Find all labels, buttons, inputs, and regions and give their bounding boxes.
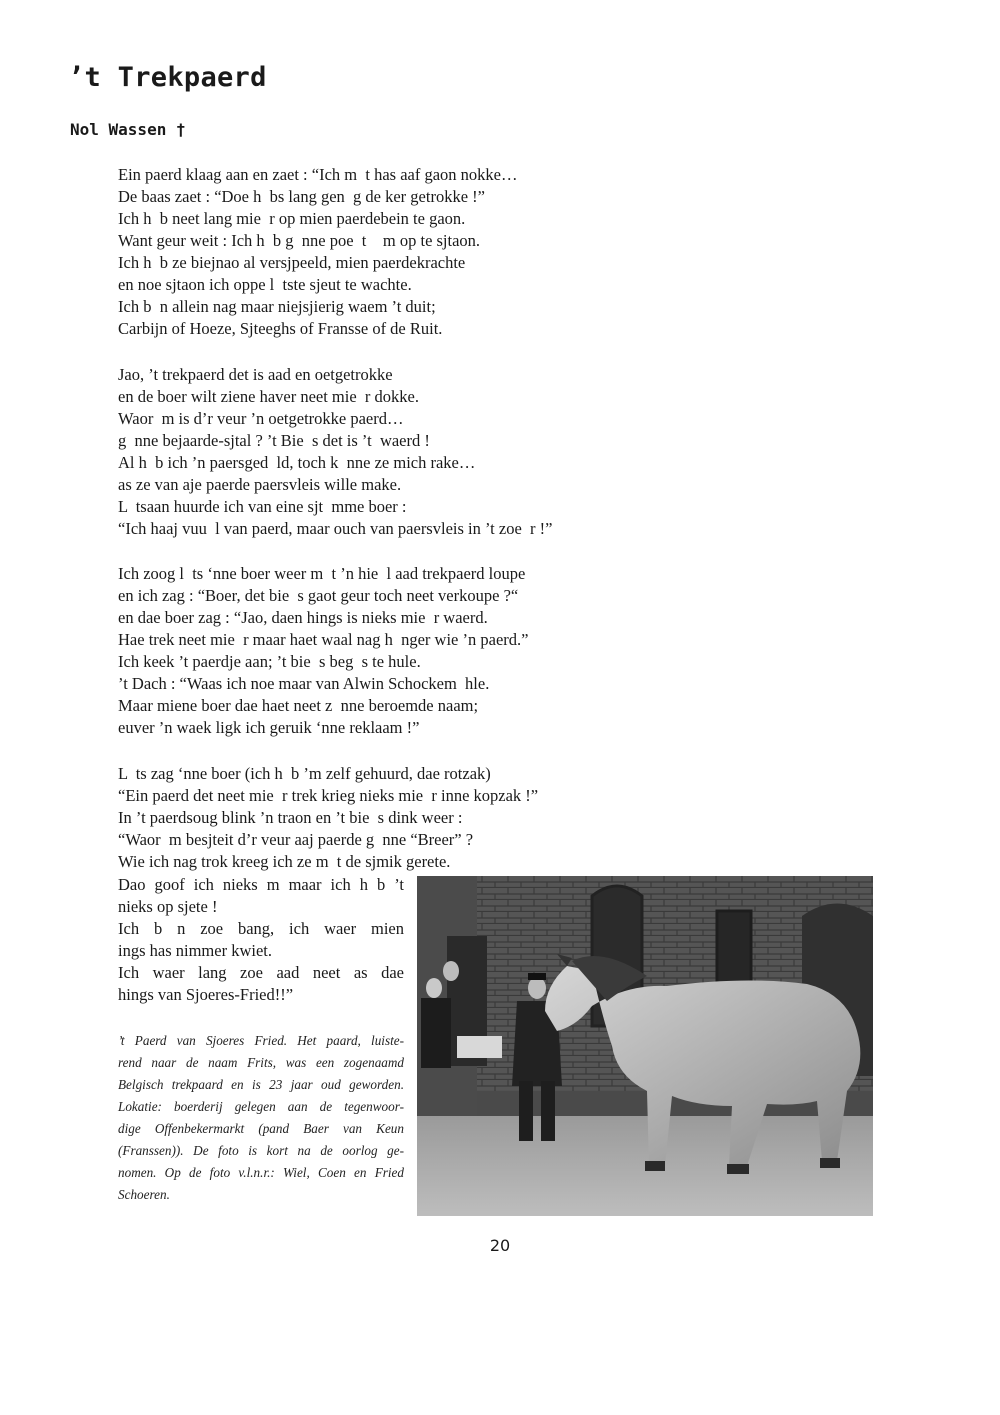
- caption-line: ’t Paerd van Sjoeres Fried. Het paard, luiste-: [118, 1033, 404, 1048]
- poem-line: g nne bejaarde-sjtal ? ’t Bie s det is ’t waerd !: [118, 431, 430, 450]
- poem-stanza-4-wrapped: [118, 874, 404, 1006]
- poem-stanza-1: [118, 164, 518, 340]
- page-number: 20: [489, 1236, 511, 1255]
- poem-line: Ich keek ’t paerdje aan; ’t bie s beg s te hule.: [118, 652, 421, 671]
- poem-line: nieks op sjete !: [118, 897, 218, 916]
- poem-line: ’t Dach : “Waas ich noe maar van Alwin Schockem hle.: [118, 674, 490, 693]
- poem-line: Want geur weit : Ich h b g nne poe t m op te sjtaon.: [118, 231, 481, 250]
- caption-line: Lokatie: boerderij gelegen aan de tegenwoor-: [118, 1099, 404, 1114]
- poem-line: De baas zaet : “Doe h bs lang gen g de ker getrokke !”: [118, 187, 485, 206]
- caption-line: Belgisch trekpaard en is 23 jaar oud geworden.: [118, 1077, 404, 1092]
- poem-stanza-3: [118, 563, 528, 739]
- poem-line: “Waor m besjteit d’r veur aaj paerde g nne “Breer” ?: [118, 830, 474, 849]
- caption-line: dige Offenbekermarkt (pand Baer van Keun: [118, 1121, 404, 1136]
- poem-line: Ich b n allein nag maar niejsjierig waem ’t duit;: [118, 297, 436, 316]
- poem-line: Ein paerd klaag aan en zaet : “Ich m t has aaf gaon nokke…: [118, 165, 518, 184]
- poem-line: “Ich haaj vuu l van paerd, maar ouch van paersvleis in ’t zoe r !”: [118, 519, 553, 538]
- caption-line: (Franssen)). De foto is kort na de oorlog ge-: [118, 1143, 404, 1158]
- poem-line: en ich zag : “Boer, det bie s gaot geur toch neet verkoupe ?“: [118, 586, 519, 605]
- poem-line: en de boer wilt ziene haver neet mie r dokke.: [118, 387, 419, 406]
- poem-stanza-2: [118, 364, 552, 540]
- author-name: Nol Wassen †: [70, 120, 186, 139]
- horse-photo: [417, 876, 873, 1216]
- poem-line: Carbijn of Hoeze, Sjteeghs of Fransse of de Ruit.: [118, 319, 443, 338]
- photo-caption: [118, 1030, 404, 1206]
- poem-line: L tsaan huurde ich van eine sjt mme boer :: [118, 497, 407, 516]
- poem-line: ings has nimmer kwiet.: [118, 941, 272, 960]
- horse-photo-image: [417, 876, 873, 1216]
- poem-line: Ich waer lang zoe aad neet as dae: [118, 963, 404, 982]
- poem-line: “Ein paerd det neet mie r trek krieg nieks mie r inne kopzak !”: [118, 786, 539, 805]
- caption-line: Schoeren.: [118, 1187, 170, 1202]
- poem-line: as ze van aje paerde paersvleis wille make.: [118, 475, 402, 494]
- poem-line: Ich h b neet lang mie r op mien paerdebein te gaon.: [118, 209, 466, 228]
- poem-line: Maar miene boer dae haet neet z nne beroemde naam;: [118, 696, 479, 715]
- poem-stanza-4: [118, 763, 538, 873]
- poem-line: hings van Sjoeres-Fried!!”: [118, 985, 294, 1004]
- poem-line: Al h b ich ’n paersged ld, toch k nne ze mich rake…: [118, 453, 476, 472]
- poem-line: Dao goof ich nieks m maar ich h b ’t: [118, 875, 404, 894]
- poem-line: Waor m is d’r veur ’n oetgetrokke paerd…: [118, 409, 404, 428]
- poem-line: Hae trek neet mie r maar haet waal nag h nger wie ’n paerd.”: [118, 630, 529, 649]
- caption-line: nomen. Op de foto v.l.n.r.: Wiel, Coen en Fried: [118, 1165, 404, 1180]
- poem-line: euver ’n waek ligk ich geruik ‘nne reklaam !”: [118, 718, 420, 737]
- poem-line: In ’t paerdsoug blink ’n traon en ’t bie s dink weer :: [118, 808, 463, 827]
- poem-line: L ts zag ‘nne boer (ich h b ’m zelf gehuurd, dae rotzak): [118, 764, 491, 783]
- poem-line: Wie ich nag trok kreeg ich ze m t de sjmik gerete.: [118, 852, 451, 871]
- poem-line: Ich zoog l ts ‘nne boer weer m t ’n hie l aad trekpaerd loupe: [118, 564, 526, 583]
- poem-line: Ich b n zoe bang, ich waer mien: [118, 919, 404, 938]
- poem-line: Ich h b ze biejnao al versjpeeld, mien paerdekrachte: [118, 253, 466, 272]
- poem-line: en dae boer zag : “Jao, daen hings is nieks mie r waerd.: [118, 608, 488, 627]
- caption-line: rend naar de naam Frits, was een zogenaamd: [118, 1055, 404, 1070]
- poem-line: Jao, ’t trekpaerd det is aad en oetgetrokke: [118, 365, 393, 384]
- page-title: ’t Trekpaerd: [68, 62, 267, 93]
- poem-line: en noe sjtaon ich oppe l tste sjeut te wachte.: [118, 275, 412, 294]
